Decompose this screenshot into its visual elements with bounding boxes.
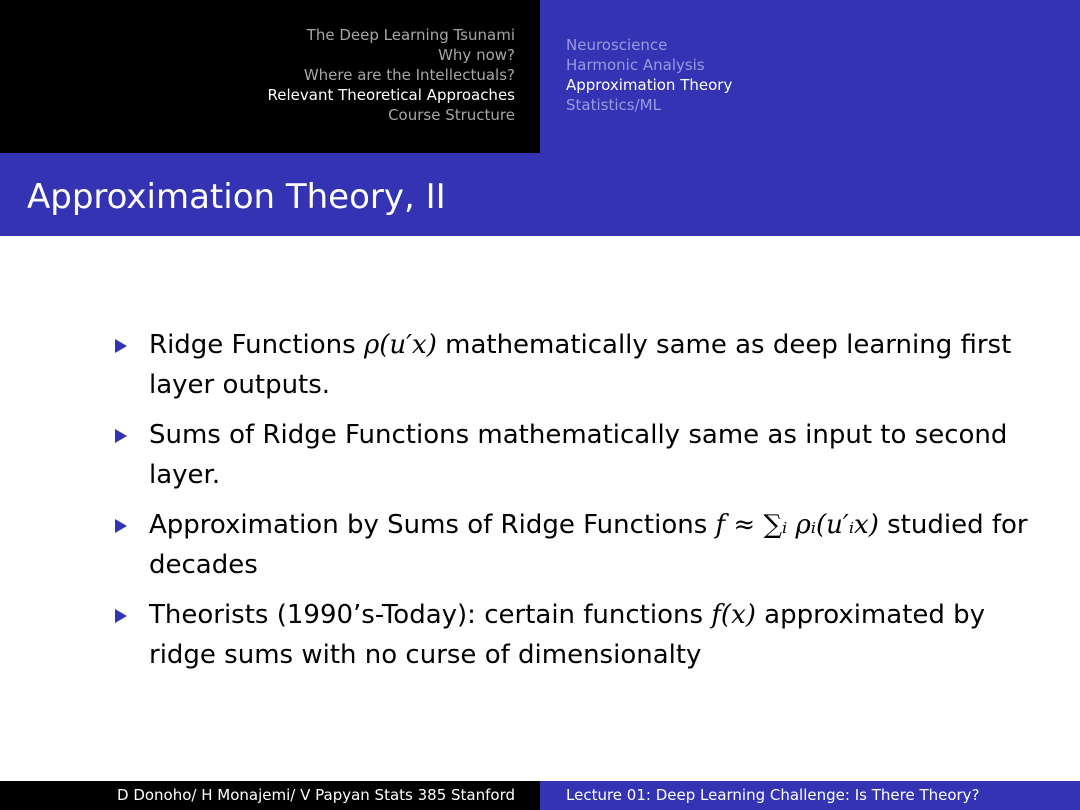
nav-subsection-statistics-ml[interactable]: Statistics/ML [566,96,661,114]
footer-lecture-bar [540,781,1080,810]
footer-authors: D Donoho/ H Monajemi/ V Papyan Stats 385 Stanford [117,786,515,804]
bullet-math: f(x) [711,600,756,630]
nav-subsection-neuroscience[interactable]: Neuroscience [566,36,668,54]
subsection-navigation [540,0,1080,153]
bullet-list [113,325,1033,685]
title-bar [0,153,1080,236]
bullet-text: Sums of Ridge Functions mathematically same as input to second layer. [149,420,1008,490]
triangle-right-icon [115,339,127,353]
triangle-right-icon [115,429,127,443]
bullet-text: Approximation by Sums of Ridge Functions [149,510,716,540]
nav-section-why-now[interactable]: Why now? [438,46,515,64]
bullet-text: approximated by ridge sums with no curse of dimensionalty [149,600,986,670]
section-navigation [0,0,540,153]
slide-title: Approximation Theory, II [27,177,446,217]
bullet-item [113,505,1033,585]
footer-lecture-title: Lecture 01: Deep Learning Challenge: Is There Theory? [566,786,980,804]
bullet-item [113,595,1033,675]
nav-section-deep-learning-tsunami[interactable]: The Deep Learning Tsunami [306,26,515,44]
bullet-math: ρ(u′x) [363,330,437,360]
bullet-text: Ridge Functions [149,330,364,360]
triangle-right-icon [115,519,127,533]
bullet-text: Theorists (1990’s-Today): certain functions [149,600,712,630]
nav-section-intellectuals[interactable]: Where are the Intellectuals? [303,66,515,84]
bullet-math: f ≈ ∑ᵢ ρᵢ(u′ᵢx) [715,510,879,540]
nav-section-course-structure[interactable]: Course Structure [388,106,515,124]
bullet-item [113,415,1033,495]
nav-subsection-harmonic-analysis[interactable]: Harmonic Analysis [566,56,705,74]
bullet-item [113,325,1033,405]
bullet-text: studied for decades [149,510,1028,580]
nav-section-theoretical-approaches[interactable]: Relevant Theoretical Approaches [267,86,515,104]
bullet-text: mathematically same as deep learning first layer outputs. [149,330,1012,400]
triangle-right-icon [115,609,127,623]
nav-subsection-approximation-theory[interactable]: Approximation Theory [566,76,733,94]
footer-authors-bar [0,781,540,810]
